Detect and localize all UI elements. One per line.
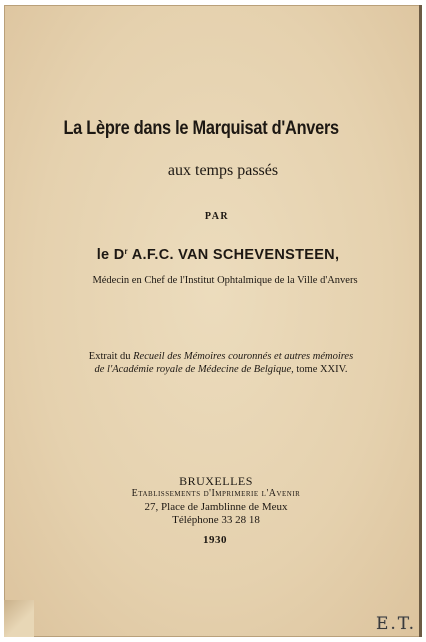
page-corner-curl: [4, 600, 34, 637]
book-title: La Lèpre dans le Marquisat d'Anvers: [63, 118, 339, 139]
publication-city: BRUXELLES: [179, 474, 253, 488]
extract-prefix: Extrait du: [88, 351, 134, 362]
extract-source-1: Recueil des Mémoires couronnés et autres mémoires: [133, 351, 354, 362]
extract-source-2: de l'Académie royale de Médecine de Belgique,: [94, 364, 294, 375]
extract-volume: tome XXIV.: [293, 364, 348, 375]
publisher-address: 27, Place de Jamblinne de Meux: [144, 501, 288, 513]
extract-note-line2: [8, 364, 426, 375]
publication-year: 1930: [203, 534, 227, 546]
by-label: PAR: [204, 211, 230, 222]
watermark-initials: E.T.: [375, 614, 416, 634]
author-affiliation: Médecin en Chef de l'Institut Ophtalmique de la Ville d'Anvers: [92, 275, 358, 286]
extract-note-line1: [8, 351, 426, 362]
author-prefix: le D: [96, 247, 125, 263]
author-name: A.F.C. VAN SCHEVENSTEEN,: [131, 247, 340, 263]
book-subtitle: aux temps passés: [167, 162, 279, 179]
publisher-phone: Téléphone 33 28 18: [172, 514, 260, 526]
author-title-sup: r: [124, 247, 128, 256]
author-line: [5, 247, 426, 263]
publisher-name: Etablissements d'Imprimerie l'Avenir: [131, 488, 301, 499]
